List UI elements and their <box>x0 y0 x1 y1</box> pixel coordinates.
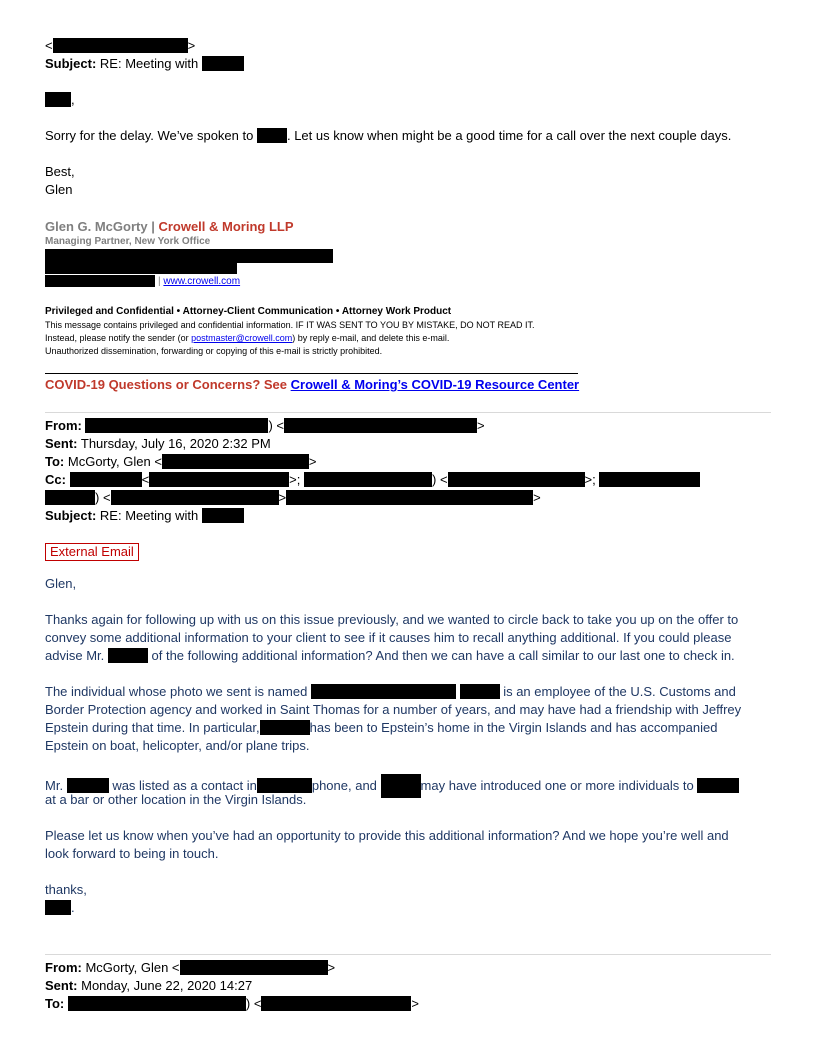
redaction <box>45 900 71 915</box>
signature-title: Managing Partner, New York Office <box>45 236 211 247</box>
redaction <box>149 472 289 487</box>
redaction <box>599 472 700 487</box>
postmaster-email-link[interactable]: postmaster@crowell.com <box>191 333 293 343</box>
email2-subject-line: Subject: RE: Meeting with <box>45 508 244 524</box>
email3-sent-line: Sent: Monday, June 22, 2020 14:27 <box>45 978 253 993</box>
redaction <box>67 778 109 793</box>
email2-p4-line2: look forward to being in touch. <box>45 846 219 861</box>
covid-resource-link[interactable]: Crowell & Moring’s COVID-19 Resource Center <box>290 377 580 392</box>
signature-website-line: | www.crowell.com <box>158 276 241 287</box>
email2-cc-line-2: ) < > > <box>45 490 541 506</box>
reply-greeting: , <box>45 92 75 108</box>
redaction <box>260 720 310 735</box>
email2-closing: thanks, <box>45 882 87 897</box>
redaction <box>45 490 95 505</box>
covid-line: COVID-19 Questions or Concerns? See Crowell & Moring’s COVID-19 Resource Center <box>45 377 580 392</box>
email2-p3-line1: Mr. was listed as a contact in phone, and may have introduced one or more individuals to <box>45 774 739 798</box>
email3-from-line: From: McGorty, Glen < > <box>45 960 336 975</box>
reply-to-address-line: < > <box>45 38 196 53</box>
privileged-heading: Privileged and Confidential • Attorney-Client Communication • Attorney Work Product <box>45 306 452 317</box>
redaction <box>45 263 237 274</box>
email2-signoff: . <box>45 900 75 916</box>
redaction <box>460 684 500 699</box>
signature-name-line: Glen G. McGorty | Crowell & Moring LLP <box>45 219 294 234</box>
redaction <box>45 249 333 263</box>
redaction <box>180 960 328 975</box>
email2-p2-line2: Border Protection agency and worked in Saint Thomas for a number of years, and may have had a friendship with Jeffrey <box>45 702 742 717</box>
email2-p1-line2: convey some additional information to your client to see if it causes him to recall anything additional. If you could please <box>45 630 732 645</box>
divider <box>45 954 771 955</box>
redaction <box>257 128 287 143</box>
email2-from-line: From: ) < > <box>45 418 485 433</box>
email2-greeting: Glen, <box>45 576 77 591</box>
reply-sender-name: Glen <box>45 182 73 197</box>
email2-p2-line4: Epstein on boat, helicopter, and/or plane trips. <box>45 738 310 753</box>
external-email-badge: External Email <box>45 543 139 561</box>
email2-p4-line1: Please let us know when you’ve had an opportunity to provide this additional information? And we hope you’re well and <box>45 828 729 843</box>
email2-p2-line1: The individual whose photo we sent is named is an employee of the U.S. Customs and <box>45 684 736 699</box>
redaction <box>111 490 279 505</box>
redaction <box>108 648 148 663</box>
privileged-notice-2: Instead, please notify the sender (or postmaster@crowell.com) by reply e-mail, and delete this e-mail. <box>45 333 450 343</box>
email2-p1-line1: Thanks again for following up with us on this issue previously, and we wanted to circle back to take you up on the offer to <box>45 612 739 627</box>
email2-p3-line2: at a bar or other location in the Virgin Islands. <box>45 792 307 807</box>
redaction <box>162 454 309 469</box>
redaction <box>311 684 456 699</box>
redaction <box>53 38 188 53</box>
email2-p2-line3: Epstein during that time. In particular, has been to Epstein’s home in the Virgin Islands and has accompanied <box>45 720 718 735</box>
redaction <box>286 490 533 505</box>
website-link[interactable]: www.crowell.com <box>163 276 241 287</box>
reply-body: Sorry for the delay. We’ve spoken to . Let us know when might be a good time for a call over the next couple days. <box>45 128 732 143</box>
redaction <box>45 92 71 107</box>
email3-to-line: To: ) < > <box>45 996 420 1011</box>
redaction <box>70 472 142 487</box>
reply-subject-line: Subject: RE: Meeting with <box>45 56 244 72</box>
redaction <box>45 275 155 287</box>
divider <box>45 412 771 413</box>
redaction <box>448 472 585 487</box>
email2-p1-line3: advise Mr. of the following additional information? And then we can have a call similar to our last one to check in. <box>45 648 735 663</box>
email2-sent-line: Sent: Thursday, July 16, 2020 2:32 PM <box>45 436 271 451</box>
redaction <box>284 418 477 433</box>
privileged-notice-3: Unauthorized dissemination, forwarding or copying of this e-mail is strictly prohibited. <box>45 346 383 356</box>
redaction <box>697 778 739 793</box>
redaction <box>381 774 421 798</box>
email2-cc-line-1: Cc: < >; ) < >; <box>45 472 700 488</box>
redaction <box>261 996 411 1011</box>
redaction <box>202 56 244 71</box>
redaction <box>304 472 432 487</box>
redaction <box>257 778 312 793</box>
redaction <box>202 508 244 523</box>
redaction <box>68 996 246 1011</box>
divider <box>45 373 578 374</box>
reply-closing: Best, <box>45 164 75 179</box>
redaction <box>85 418 268 433</box>
privileged-notice-1: This message contains privileged and confidential information. IF IT WAS SENT TO YOU BY MISTAKE, DO NOT READ IT. <box>45 320 535 330</box>
email2-to-line: To: McGorty, Glen < > <box>45 454 317 469</box>
